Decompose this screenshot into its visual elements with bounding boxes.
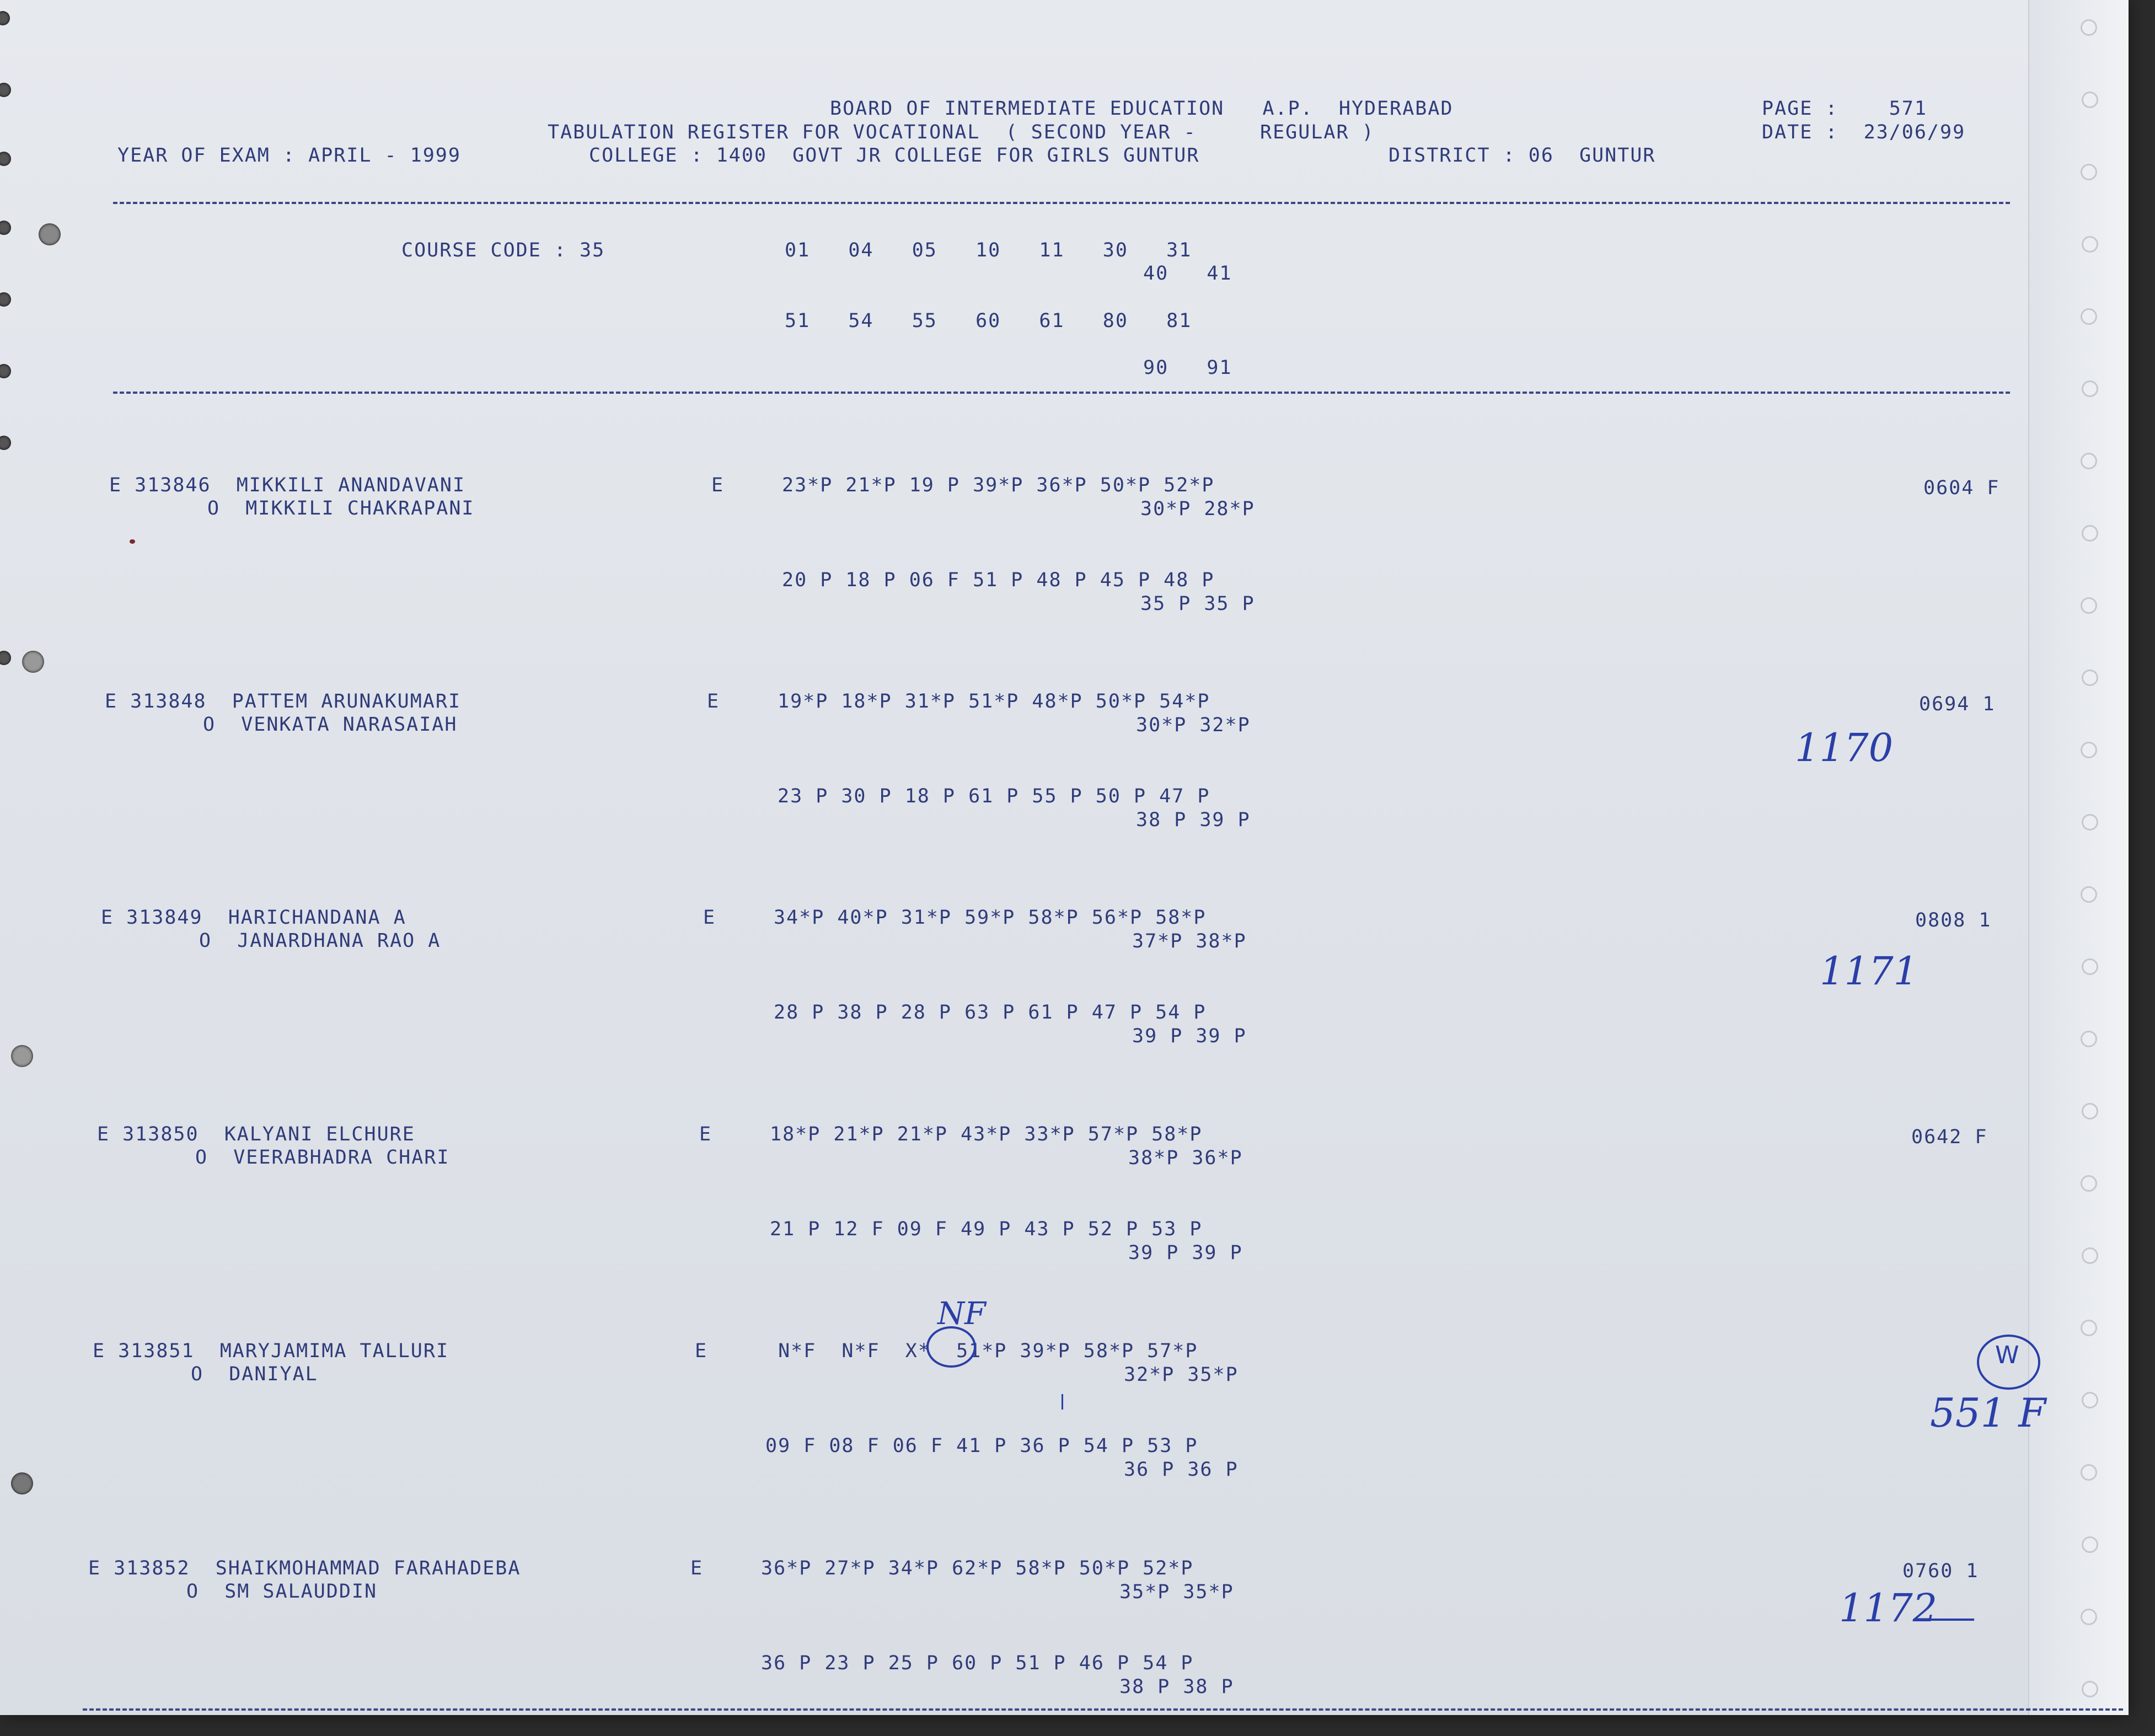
student-medium: E xyxy=(695,1340,708,1362)
student-marks-row-1: 23*P 21*P 19 P 39*P 36*P 50*P 52*P xyxy=(782,474,1215,496)
binding-hole xyxy=(0,11,10,25)
feed-hole xyxy=(2082,236,2098,253)
handwritten-circle xyxy=(926,1326,976,1368)
divider-line xyxy=(113,392,2010,394)
header-district: DISTRICT : 06 GUNTUR xyxy=(1389,144,1656,167)
subject-codes-row-1: 01 04 05 10 11 30 31 xyxy=(785,239,1192,261)
feed-hole xyxy=(2082,381,2098,397)
header-date: DATE : 23/06/99 xyxy=(1762,121,1966,143)
binding-grommet xyxy=(39,223,61,245)
student-marks-row-2b: 38 P 38 P xyxy=(1119,1676,1234,1698)
handwritten-note-nf: NF xyxy=(937,1296,986,1332)
feed-hole xyxy=(2081,886,2097,903)
student-marks-row-2: 09 F 08 F 06 F 41 P 36 P 54 P 53 P xyxy=(765,1435,1198,1457)
student-marks-row-1b: 30*P 28*P xyxy=(1140,498,1255,520)
handwritten-note-1172: 1172 xyxy=(1839,1585,1938,1631)
binding-hole xyxy=(0,292,11,307)
divider-line xyxy=(83,1708,2123,1711)
feed-hole xyxy=(2082,669,2098,686)
binding-hole xyxy=(0,152,11,166)
handwritten-note-1171: 1171 xyxy=(1820,949,1918,994)
feed-hole xyxy=(2082,1392,2098,1408)
header-year-of-exam: YEAR OF EXAM : APRIL - 1999 xyxy=(117,144,461,167)
feed-hole xyxy=(2082,1681,2098,1697)
handwritten-note-w: W xyxy=(1995,1341,2019,1369)
feed-hole xyxy=(2082,525,2098,542)
student-medium: E xyxy=(711,474,725,496)
feed-hole xyxy=(2081,1320,2097,1336)
header-register-title: TABULATION REGISTER FOR VOCATIONAL ( SECOND YEAR - REGULAR ) xyxy=(548,121,1375,143)
student-marks-row-2b: 39 P 39 P xyxy=(1128,1242,1243,1264)
student-result: 0604 F xyxy=(1923,477,2000,499)
feed-hole xyxy=(2081,742,2097,758)
feed-hole xyxy=(2081,308,2097,325)
student-medium: E xyxy=(707,690,720,712)
student-marks-row-1b: 35*P 35*P xyxy=(1119,1581,1234,1603)
student-marks-row-1b: 37*P 38*P xyxy=(1132,930,1247,952)
feed-hole xyxy=(2082,1247,2098,1264)
binding-hole xyxy=(0,364,11,378)
student-id-name: E 313850 KALYANI ELCHURE xyxy=(97,1123,415,1145)
binding-hole xyxy=(0,651,11,665)
feed-hole xyxy=(2082,958,2098,975)
student-marks-row-1b: 38*P 36*P xyxy=(1128,1147,1243,1169)
student-father-name: O JANARDHANA RAO A xyxy=(199,930,441,952)
feed-hole xyxy=(2082,92,2098,108)
binding-hole xyxy=(0,83,11,97)
feed-hole xyxy=(2081,597,2097,614)
student-father-name: O VEERABHADRA CHARI xyxy=(195,1146,450,1169)
student-marks-row-2: 36 P 23 P 25 P 60 P 51 P 46 P 54 P xyxy=(761,1652,1194,1674)
handwritten-note-1170: 1170 xyxy=(1795,725,1894,770)
binding-grommet xyxy=(22,651,44,673)
binding-hole xyxy=(0,436,11,450)
student-medium: E xyxy=(690,1557,704,1579)
handwritten-underline xyxy=(1913,1619,1974,1621)
header-page-number: PAGE : 571 xyxy=(1762,98,1927,120)
student-marks-row-2b: 38 P 39 P xyxy=(1136,809,1251,831)
student-marks-row-2: 21 P 12 F 09 F 49 P 43 P 52 P 53 P xyxy=(770,1218,1203,1240)
student-result: 0760 1 xyxy=(1902,1560,1979,1582)
tractor-feed-strip xyxy=(2028,0,2129,1715)
student-marks-row-1: N*F N*F X* 51*P 39*P 58*P 57*P xyxy=(765,1340,1198,1362)
student-marks-row-1: 34*P 40*P 31*P 59*P 58*P 56*P 58*P xyxy=(774,907,1207,929)
student-marks-row-2b: 36 P 36 P xyxy=(1124,1459,1239,1481)
student-father-name: O MIKKILI CHAKRAPANI xyxy=(207,497,475,519)
feed-hole xyxy=(2081,164,2097,180)
handwritten-tick xyxy=(1062,1394,1063,1410)
student-id-name: E 313852 SHAIKMOHAMMAD FARAHADEBA xyxy=(88,1557,521,1579)
student-marks-row-2: 28 P 38 P 28 P 63 P 61 P 47 P 54 P xyxy=(774,1001,1207,1024)
student-marks-row-2: 23 P 30 P 18 P 61 P 55 P 50 P 47 P xyxy=(778,785,1210,807)
student-id-name: E 313851 MARYJAMIMA TALLURI xyxy=(93,1340,449,1362)
handwritten-note-551f: 551 F xyxy=(1930,1390,2046,1436)
student-marks-row-1: 18*P 21*P 21*P 43*P 33*P 57*P 58*P xyxy=(770,1123,1203,1145)
binding-hole xyxy=(0,221,11,235)
feed-hole xyxy=(2081,1175,2097,1192)
student-marks-row-2b: 39 P 39 P xyxy=(1132,1025,1247,1047)
subject-codes-row-1b: 40 41 xyxy=(1143,262,1232,285)
student-result: 0642 F xyxy=(1911,1126,1988,1148)
student-result: 0694 1 xyxy=(1919,693,1996,715)
feed-hole xyxy=(2081,1464,2097,1481)
student-medium: E xyxy=(699,1123,712,1145)
student-father-name: O SM SALAUDDIN xyxy=(186,1580,378,1603)
student-medium: E xyxy=(703,907,716,929)
student-marks-row-2: 20 P 18 P 06 F 51 P 48 P 45 P 48 P xyxy=(782,569,1215,591)
binding-grommet xyxy=(11,1472,33,1494)
feed-hole xyxy=(2081,19,2097,36)
ink-dot xyxy=(130,539,135,544)
student-id-name: E 313848 PATTEM ARUNAKUMARI xyxy=(105,690,462,712)
feed-hole xyxy=(2081,1031,2097,1047)
subject-codes-row-2: 51 54 55 60 61 80 81 xyxy=(785,310,1192,332)
student-result: 0808 1 xyxy=(1915,909,1992,931)
student-id-name: E 313846 MIKKILI ANANDAVANI xyxy=(109,474,466,496)
subject-codes-row-3: 90 91 xyxy=(1143,357,1232,379)
student-marks-row-2b: 35 P 35 P xyxy=(1140,593,1255,615)
feed-hole xyxy=(2081,1609,2097,1625)
feed-hole xyxy=(2081,453,2097,469)
student-marks-row-1: 36*P 27*P 34*P 62*P 58*P 50*P 52*P xyxy=(761,1557,1194,1579)
binding-grommet xyxy=(11,1045,33,1067)
student-father-name: O DANIYAL xyxy=(191,1363,318,1385)
feed-hole xyxy=(2082,814,2098,831)
student-marks-row-1: 19*P 18*P 31*P 51*P 48*P 50*P 54*P xyxy=(778,690,1210,712)
student-marks-row-1b: 30*P 32*P xyxy=(1136,714,1251,736)
divider-line xyxy=(113,202,2010,204)
header-board-title: BOARD OF INTERMEDIATE EDUCATION A.P. HYDERABAD xyxy=(830,98,1454,120)
course-code-label: COURSE CODE : 35 xyxy=(401,239,605,261)
feed-hole xyxy=(2082,1536,2098,1553)
student-marks-row-1b: 32*P 35*P xyxy=(1124,1364,1239,1386)
student-father-name: O VENKATA NARASAIAH xyxy=(203,714,458,736)
student-id-name: E 313849 HARICHANDANA A xyxy=(101,907,406,929)
feed-hole xyxy=(2082,1103,2098,1119)
header-college: COLLEGE : 1400 GOVT JR COLLEGE FOR GIRLS GUNTUR xyxy=(589,144,1200,167)
